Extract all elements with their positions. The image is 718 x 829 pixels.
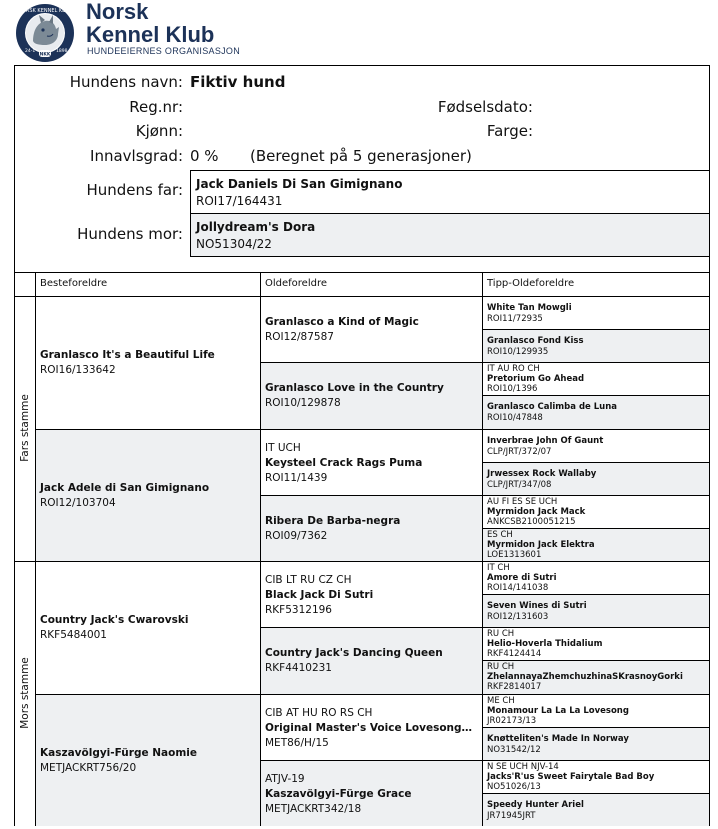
grandparent-name: Granlasco It's a Beautiful Life xyxy=(40,349,215,362)
great-great-grandparent-cell xyxy=(482,694,709,727)
table-top-line xyxy=(15,272,709,273)
great-grandparent-reg: ROI12/87587 xyxy=(265,331,334,344)
grandparent-reg: RKF5484001 xyxy=(40,629,107,642)
great-great-grandparent-cell xyxy=(482,429,709,462)
great-great-grandparent-cell xyxy=(482,395,709,428)
svg-text:1898: 1898 xyxy=(56,49,68,54)
great-great-grandparent-name: Myrmidon Jack Elektra xyxy=(487,539,595,550)
great-great-grandparent-reg: NO51026/13 xyxy=(487,781,541,792)
color-label: Farge: xyxy=(486,122,533,140)
inbreeding-value: 0 % xyxy=(190,147,219,165)
grid-line xyxy=(482,793,709,794)
great-great-grandparent-name: Granlasco Calimba de Luna xyxy=(487,402,618,413)
grandparent-cell xyxy=(35,561,260,694)
great-great-grandparent-cell xyxy=(482,561,709,594)
great-great-grandparent-name: Knøtteliten's Made In Norway xyxy=(487,733,629,744)
father-box xyxy=(190,170,709,213)
great-great-grandparent-name: Granlasco Fond Kiss xyxy=(487,336,584,347)
regnr-label: Reg.nr: xyxy=(129,98,183,116)
great-great-grandparent-reg: JR71945JRT xyxy=(487,810,536,821)
great-great-grandparent-cell xyxy=(482,760,709,793)
brand-title-line1: Norsk xyxy=(86,0,149,24)
header-line xyxy=(15,296,709,297)
great-great-grandparent-reg: RKF2814017 xyxy=(487,682,542,693)
mother-reg: NO51304/22 xyxy=(196,237,272,251)
grandparent-name: Jack Adele di San Gimignano xyxy=(40,481,210,494)
grid-line xyxy=(260,495,709,496)
great-grandparent-reg: RKF5312196 xyxy=(265,604,332,617)
pedigree-table xyxy=(15,272,709,826)
great-grandparent-title: CIB AT HU RO RS CH xyxy=(265,706,373,719)
great-grandparent-reg: METJACKRT342/18 xyxy=(265,802,362,815)
svg-text:NKK: NKK xyxy=(39,52,51,58)
great-grandparent-cell xyxy=(260,429,482,495)
great-great-grandparent-name: Seven Wines di Sutri xyxy=(487,601,587,612)
great-grandparent-title: CIB LT RU CZ CH xyxy=(265,574,352,587)
great-great-grandparent-title: AU FI ES SE UCH xyxy=(487,496,558,507)
fars-stamme-label: Fars stamme xyxy=(19,393,31,462)
great-great-grandparent-reg: ROI10/129935 xyxy=(487,347,549,358)
great-grandparent-cell xyxy=(260,362,482,428)
great-great-grandparent-title: N SE UCH NJV-14 xyxy=(487,761,559,772)
mother-label: Hundens mor: xyxy=(77,225,183,243)
great-grandparent-reg: MET86/H/15 xyxy=(265,736,329,749)
grandparent-reg: METJACKRT756/20 xyxy=(40,761,137,774)
great-great-grandparent-title: RU CH xyxy=(487,629,515,640)
great-grandparent-cell xyxy=(260,296,482,362)
great-great-grandparent-reg: NO31542/12 xyxy=(487,744,541,755)
great-great-grandparent-reg: JR02173/13 xyxy=(487,715,537,726)
great-great-grandparent-cell xyxy=(482,462,709,495)
grid-line xyxy=(35,694,709,695)
grid-line xyxy=(482,395,709,396)
great-great-grandparent-cell xyxy=(482,660,709,693)
great-great-grandparent-cell xyxy=(482,362,709,395)
grandparent-reg: ROI16/133642 xyxy=(40,364,116,377)
great-grandparent-reg: RKF4410231 xyxy=(265,662,332,675)
column-divider xyxy=(260,272,261,826)
great-great-grandparent-reg: ROI12/131603 xyxy=(487,612,549,623)
great-great-grandparent-cell xyxy=(482,727,709,760)
great-great-grandparent-name: Inverbrae John Of Gaunt xyxy=(487,435,604,446)
great-great-grandparent-title: RU CH xyxy=(487,662,515,673)
column-divider xyxy=(35,272,36,826)
great-great-grandparent-cell xyxy=(482,329,709,362)
grid-line xyxy=(482,660,709,661)
inbreeding-note: (Beregnet på 5 generasjoner) xyxy=(250,147,472,165)
grid-line xyxy=(482,528,709,529)
great-grandparent-title: IT UCH xyxy=(265,441,301,454)
grandparent-name: Country Jack's Cwarovski xyxy=(40,614,189,627)
great-great-grandparent-name: Jrwessex Rock Wallaby xyxy=(487,468,597,479)
great-grandparent-name: Country Jack's Dancing Queen xyxy=(265,647,443,660)
great-grandparent-reg: ROI09/7362 xyxy=(265,529,328,542)
grandparent-cell xyxy=(35,429,260,562)
dog-name-value: Fiktiv hund xyxy=(190,73,286,91)
column-header: Oldeforeldre xyxy=(265,278,328,289)
brand-title xyxy=(86,0,214,46)
great-grandparent-reg: ROI10/129878 xyxy=(265,397,341,410)
great-grandparent-cell xyxy=(260,694,482,760)
grid-line xyxy=(482,462,709,463)
great-grandparent-name: Black Jack Di Sutri xyxy=(265,589,374,602)
great-grandparent-cell xyxy=(260,627,482,693)
grid-line xyxy=(260,760,709,761)
great-grandparent-cell xyxy=(260,760,482,826)
inbreeding-label: Innavlsgrad: xyxy=(90,147,183,165)
sex-label: Kjønn: xyxy=(135,122,183,140)
grid-line xyxy=(482,594,709,595)
father-name: Jack Daniels Di San Gimignano xyxy=(196,177,403,191)
father-label: Hundens far: xyxy=(86,181,183,199)
seal-ring-text: NORSK KENNEL KLUB xyxy=(18,8,72,14)
great-great-grandparent-title: IT AU RO CH xyxy=(487,364,540,375)
grid-line xyxy=(35,429,709,430)
column-divider xyxy=(482,272,483,826)
great-great-grandparent-cell xyxy=(482,594,709,627)
great-great-grandparent-name: Helio-Hoverla Thidalium xyxy=(487,639,603,650)
great-great-grandparent-title: IT CH xyxy=(487,563,510,573)
great-great-grandparent-cell xyxy=(482,296,709,329)
great-great-grandparent-name: White Tan Mowgli xyxy=(487,303,572,313)
great-great-grandparent-name: Speedy Hunter Ariel xyxy=(487,799,584,810)
great-great-grandparent-cell xyxy=(482,793,709,826)
great-grandparent-name: Kaszavölgyi-Fürge Grace xyxy=(265,787,412,800)
great-great-grandparent-name: Amore di Sutri xyxy=(487,573,557,583)
great-great-grandparent-reg: ANKCSB2100051215 xyxy=(487,516,576,527)
great-great-grandparent-cell xyxy=(482,528,709,561)
grid-line xyxy=(15,561,709,562)
svg-text:24-1: 24-1 xyxy=(25,49,36,54)
great-grandparent-name: Ribera De Barba-negra xyxy=(265,514,401,527)
great-great-grandparent-reg: CLP/JRT/372/07 xyxy=(487,446,552,457)
great-grandparent-name: Granlasco a Kind of Magic xyxy=(265,316,419,329)
mother-box xyxy=(190,213,709,257)
great-great-grandparent-cell xyxy=(482,495,709,528)
birthdate-label: Fødselsdato: xyxy=(437,98,533,116)
great-grandparent-title: ATJV-19 xyxy=(265,772,305,785)
mother-name: Jollydream's Dora xyxy=(196,220,316,234)
great-grandparent-name: Original Master's Voice Lovesong… xyxy=(265,721,473,734)
grandparent-name: Kaszavölgyi-Fürge Naomie xyxy=(40,746,197,759)
great-great-grandparent-title: ME CH xyxy=(487,695,515,706)
great-great-grandparent-name: Pretorium Go Ahead xyxy=(487,374,585,385)
great-great-grandparent-reg: ROI10/1396 xyxy=(487,384,538,395)
grid-line xyxy=(482,727,709,728)
great-great-grandparent-reg: CLP/JRT/347/08 xyxy=(487,479,552,490)
grid-line xyxy=(482,329,709,330)
great-grandparent-name: Keysteel Crack Rags Puma xyxy=(265,456,423,469)
column-header: Tipp-Oldeforeldre xyxy=(487,278,575,289)
great-great-grandparent-cell xyxy=(482,627,709,660)
great-great-grandparent-name: Monamour La La La Lovesong xyxy=(487,705,629,716)
column-header: Besteforeldre xyxy=(40,278,108,289)
great-great-grandparent-name: Myrmidon Jack Mack xyxy=(487,506,586,517)
great-great-grandparent-reg: ROI14/141038 xyxy=(487,583,549,593)
grid-line xyxy=(260,362,709,363)
great-great-grandparent-reg: ROI11/72935 xyxy=(487,314,543,324)
great-great-grandparent-name: ZhelannayaZhemchuzhinaSKrasnoyGorki xyxy=(487,672,683,683)
grandparent-cell xyxy=(35,694,260,827)
dog-name-label: Hundens navn: xyxy=(69,73,183,91)
great-great-grandparent-reg: ROI10/47848 xyxy=(487,413,543,424)
nkk-seal-icon xyxy=(15,3,75,63)
nkk-logo xyxy=(15,3,75,63)
great-grandparent-name: Granlasco Love in the Country xyxy=(265,382,444,395)
great-grandparent-cell xyxy=(260,495,482,561)
grandparent-cell xyxy=(35,296,260,429)
father-reg: ROI17/164431 xyxy=(196,194,283,208)
grid-line xyxy=(260,627,709,628)
pedigree-document xyxy=(14,65,710,826)
mors-stamme-label: Mors stamme xyxy=(19,656,31,729)
great-great-grandparent-name: Jacks'R'us Sweet Fairytale Bad Boy xyxy=(487,771,655,782)
great-great-grandparent-title: ES CH xyxy=(487,529,513,540)
great-great-grandparent-reg: RKF4124414 xyxy=(487,649,542,660)
grandparent-reg: ROI12/103704 xyxy=(40,496,116,509)
great-grandparent-reg: ROI11/1439 xyxy=(265,471,328,484)
great-great-grandparent-reg: LOE1313601 xyxy=(487,549,542,560)
brand-title-line2: Kennel Klub xyxy=(86,22,215,47)
brand-subtitle: HUNDEEIERNES ORGANISASJON xyxy=(87,46,241,56)
great-grandparent-cell xyxy=(260,561,482,627)
